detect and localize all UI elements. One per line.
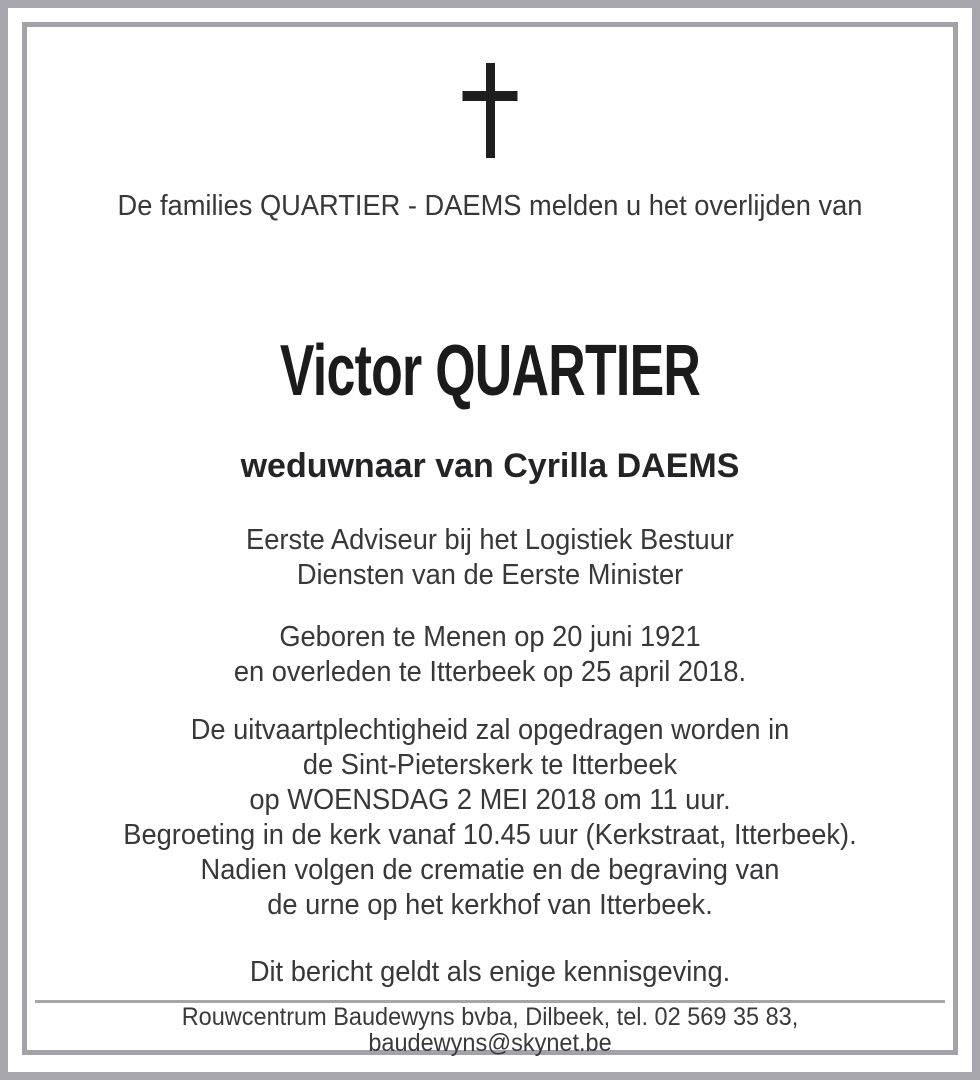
ceremony-line: de urne op het kerkhof van Itterbeek. bbox=[267, 889, 713, 921]
death-line: en overleden te Itterbeek op 25 april 2018. bbox=[233, 656, 747, 688]
ceremony-line: Begroeting in de kerk vanaf 10.45 uur (Kerkstraat, Itterbeek). bbox=[123, 819, 857, 851]
ceremony-line: De uitvaartplechtigheid zal opgedragen worden in bbox=[190, 714, 790, 746]
ceremony-block bbox=[27, 713, 953, 923]
funeral-home-line: Rouwcentrum Baudewyns bvba, Dilbeek, tel. 02 569 35 83, bbox=[181, 1003, 799, 1031]
ceremony-line: de Sint-Pieterskerk te Itterbeek bbox=[302, 749, 678, 781]
funeral-home-email: baudewyns@skynet.be bbox=[368, 1029, 612, 1057]
ceremony-line: Nadien volgen de crematie en de begraving van bbox=[200, 854, 780, 886]
closing-line: Dit bericht geldt als enige kennisgeving. bbox=[249, 956, 731, 988]
deceased-name: Victor QUARTIER bbox=[279, 331, 701, 411]
intro-line: De families QUARTIER - DAEMS melden u het overlijden van bbox=[117, 190, 863, 222]
titles-block bbox=[27, 523, 953, 593]
relation-line: weduwnaar van Cyrilla DAEMS bbox=[240, 447, 740, 485]
title-line: Eerste Adviseur bij het Logistiek Bestuur bbox=[246, 524, 734, 556]
cross-vertical-bar bbox=[486, 63, 495, 158]
funeral-home-footer bbox=[27, 1004, 953, 1056]
birth-death-block bbox=[27, 620, 953, 690]
cross-horizontal-bar bbox=[463, 91, 518, 101]
ceremony-line: op WOENSDAG 2 MEI 2018 om 11 uur. bbox=[249, 784, 731, 816]
title-line: Diensten van de Eerste Minister bbox=[296, 559, 684, 591]
birth-line: Geboren te Menen op 20 juni 1921 bbox=[279, 621, 701, 653]
latin-cross-icon bbox=[463, 63, 518, 158]
